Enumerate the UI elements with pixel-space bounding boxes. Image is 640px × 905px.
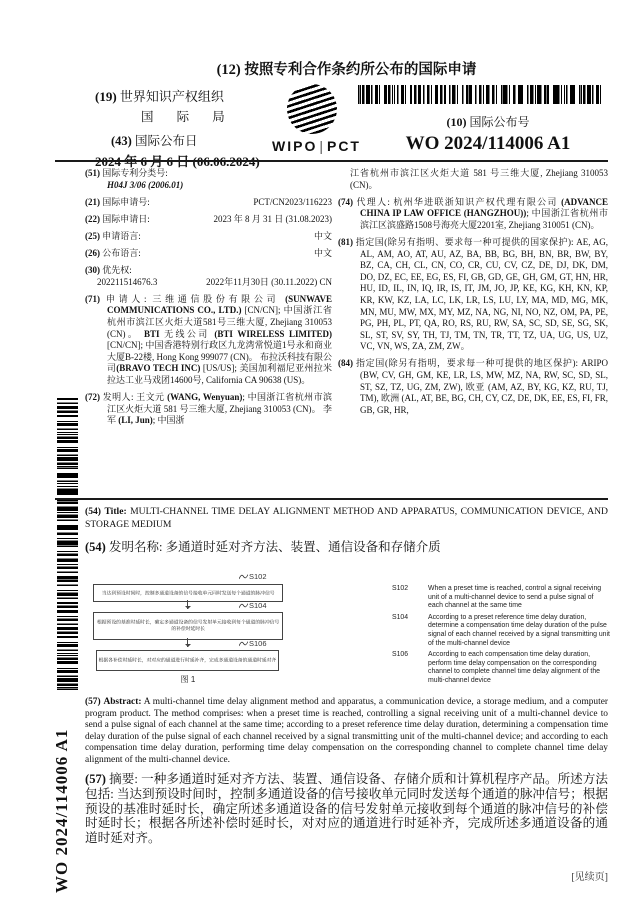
applicants-text: 三维通信股份有限公司 (SUNWAVE COMMUNICATIONS CO., LTD.) [CN/CN]; 中国浙江省杭州市滨江区火炬大道581号三维大厦, Zhejiang 310053 (CN)。 BTI 无线公司 (BTI WIRELESS LIMITED) [CN/CN]; 中国香港特别行政区九龙湾常悦道1号永和商业大厦B-22楼, Hong Kong 999077 (CN)。 布拉沃科技有限公司(BRAVO TECH INC) [US/US]; 美国加利福尼亚州拉米拉达工业马戏团14600号, California CA 90638 (US)。 <box>107 293 332 385</box>
title-english: (54) Title: MULTI-CHANNEL TIME DELAY ALIGNMENT METHOD AND APPARATUS, COMMUNICATION DEVICE, AND STORAGE MEDIUM <box>85 506 608 530</box>
title-chinese-text: 多通道时延对齐方法、装置、通信设备和存储介质 <box>165 540 441 554</box>
inid-30: (30) <box>85 265 100 276</box>
step-ref-s104: S104 <box>239 601 267 610</box>
inventors-continuation: 江省杭州市滨江区火炬大道 581 号三维大厦, Zhejiang 310053 (CN)。 <box>350 168 608 190</box>
filing-language: 中文 <box>313 230 332 241</box>
figure-1-flowchart <box>93 572 283 688</box>
step-s102: S102 When a preset time is reached, control a signal receiving unit of a multi-channel device to send a pulse signal of each channel at the same time <box>392 585 602 610</box>
publication-date-label: (43) 国际公布日 <box>111 134 198 148</box>
field-applicants: (71) 申请人: 三维通信股份有限公司 (SUNWAVE COMMUNICATIONS CO., LTD.) [CN/CN]; 中国浙江省杭州市滨江区火炬大道581号三维大厦, Zhejiang 310053 (CN)。 BTI 无线公司 (BTI WIRELESS LIMITED) [CN/CN]; 中国香港特别行政区九龙湾常悦道1号永和商业大厦B-22楼, Hong Kong 999077 (CN)。 布拉沃科技有限公司(BRAVO TECH INC) [US/US]; 美国加利福尼亚州拉米拉达工业马戏团14600号, California CA 90638 (US)。 <box>85 293 332 385</box>
field-application-number: (21) 国际申请号: PCT/CN2023/116223 <box>85 196 332 207</box>
continuation-note: [见续页] <box>571 872 608 883</box>
biblio-right-column <box>338 168 608 422</box>
international-bureau: 国 际 局 <box>141 110 235 124</box>
inid-26: (26) <box>85 247 100 258</box>
wipo-logo <box>272 84 361 154</box>
field-agent: (74) 代理人: 杭州华进联浙知识产权代理有限公司 (ADVANCE CHINA IP LAW OFFICE (HANGZHOU)); 中国浙江省杭州市滨江区滨盛路1508号海亮大厦2201室, Zhejiang 310051 (CN)。 <box>338 196 609 230</box>
designated-regions-list: ARIPO (BW, CV, GH, GM, KE, LR, LS, MW, MZ, NA, RW, SC, SD, SL, ST, SZ, TZ, UG, ZM, ZW), 欧亚 (AM, AZ, BY, KG, KZ, RU, TJ, TM), 欧洲 (AL, AT, BE, BG, CH, CY, CZ, DE, DK, EE, ES, FI, FR, GB, GR, HR, <box>360 358 609 415</box>
step-s104: S104 According to a preset reference time delay duration, determine a compensation time delay duration of the pulse signal of each channel received by a signal transmitting unit of the multi-channel device <box>392 613 610 647</box>
inid-57-zh: (57) <box>85 772 106 786</box>
inid-74: (74) <box>338 196 353 207</box>
inid-72: (72) <box>85 392 100 402</box>
abstract-chinese: (57) 摘要: 一种多通道时延对齐方法、装置、通信设备、存储介质和计算机程序产品。所述方法包括: 当达到预设时间时，控制多通道设备的信号接收单元同时发送每个通道的脉冲信号；根据预设的基准时延时长，确定所述多通道设备的信号发射单元接收到每个通道的脉冲信号的补偿时延时长；根据各所述补偿时延时长，对对应的通道进行时延补齐，完成所述多通道设备的通道时延对齐。 <box>85 772 609 846</box>
pct-heading-text: 按照专利合作条约所公布的国际申请 <box>244 62 477 78</box>
field-designated-states: (81) 指定国(除另有指明、要求每一种可提供的国家保护): AE, AG, AL, AM, AO, AT, AU, AZ, BA, BB, BG, BH, BN, BR, BW, BY, BZ, CA, CH, CL, CN, CO, CR, CU, CV, CZ, DE, DJ, DK, DM, DO, DZ, EC, EE, EG, ES, FI, GB, GD, GE, GH, GM, GT, HN, HR, HU, ID, IL, IN, IQ, IR, IS, IT, JM, JO, JP, KE, KG, KH, KN, KP, KR, KW, KZ, LA, LC, LK, LR, LS, LU, LY, MA, MD, MG, MK, MN, MU, MW, MX, MY, MZ, NA, NG, NI, NO, NZ, OM, PA, PE, PG, PH, PL, PT, QA, RO, RS, RU, RW, SA, SC, SD, SE, SG, SK, SL, ST, SV, SY, TH, TJ, TM, TN, TR, TT, TZ, UA, UG, US, UZ, VC, VN, WS, ZA, ZM, ZW。 <box>338 236 609 352</box>
field-inventors: (72) 发明人: 王文元 (WANG, Wenyuan); 中国浙江省杭州市滨江区火炬大道 581 号三维大厦, Zhejiang 310053 (CN)。 李军 (LI, Jun); 中国浙 <box>85 392 332 426</box>
logo-separator: | <box>319 138 325 154</box>
inid-71: (71) <box>85 293 100 304</box>
inventors-text: 王文元 (WANG, Wenyuan); 中国浙江省杭州市滨江区火炬大道 581 号三维大厦, Zhejiang 310053 (CN)。 李军 (LI, Jun); 中国浙 <box>107 392 332 426</box>
field-publication-language: (26) 公布语言: 中文 <box>85 247 332 258</box>
wipo-globe-icon <box>280 77 343 140</box>
sidebar-publication-number: WO 2024/114006 A1 <box>52 728 71 893</box>
flowchart-box-2: 根据预设的基准时延时长，确定多通道设备的信号发射单元接收到每个通道的脉冲信号的补偿时延时长 <box>93 612 283 640</box>
inid-57-en: (57) <box>85 697 101 707</box>
designated-states-list: AE, AG, AL, AM, AO, AT, AU, AZ, BA, BB, BG, BH, BN, BR, BW, BY, BZ, CA, CH, CL, CN, CO, CR, CU, CV, CZ, DE, DJ, DK, DM, DO, DZ, EC, EE, EG, ES, FI, GB, GD, GE, GH, GM, GT, HN, HR, HU, ID, IL, IN, IQ, IR, IS, IT, JM, JO, JP, KE, KG, KH, KN, KP, KR, KW, KZ, LA, LC, LK, LR, LS, LU, LY, MA, MD, MG, MK, MN, MU, MW, MX, MY, MZ, NA, NG, NI, NO, NZ, OM, PA, PE, PG, PH, PL, PT, QA, RO, RS, RU, RW, SA, SC, SD, SE, SG, SK, SL, ST, SV, SY, TH, TJ, TM, TN, TR, TT, TZ, UA, UG, US, UZ, VC, VN, WS, ZA, ZM, ZW。 <box>360 236 609 352</box>
abstract-chinese-text: 一种多通道时延对齐方法、装置、通信设备、存储介质和计算机程序产品。所述方法包括: 当达到预设时间时，控制多通道设备的信号接收单元同时发送每个通道的脉冲信号；根据预设的基准时延时长，确定所述多通道设备的信号发射单元接收到每个通道的脉冲信号的补偿时延时长；根据各所述补偿时延时长，对对应的通道进行时延补齐，完成所述多通道设备的通道时延对齐。 <box>85 772 609 846</box>
field-filing-date: (22) 国际申请日: 2023 年 8 月 31 日 (31.08.2023) <box>85 213 332 224</box>
figure-caption: 图 1 <box>180 675 196 684</box>
priority-date: 2022年11月30日 (30.11.2022) CN <box>206 276 332 287</box>
priority-number: 202211514676.3 <box>97 276 158 287</box>
biblio-left-column <box>85 168 332 432</box>
inid-43: (43) <box>111 134 132 148</box>
ipc-code: H04J 3/06 (2006.01) <box>107 179 184 190</box>
step-ref-s102: S102 <box>239 572 267 581</box>
application-number: PCT/CN2023/116223 <box>253 196 332 207</box>
inid-51: (51) <box>85 168 100 178</box>
publication-barcode <box>358 85 604 104</box>
publication-number-label: (10) 国际公布号 <box>446 115 530 129</box>
abstract-english: (57) Abstract: A multi-channel time delay alignment method and apparatus, a communication device, a storage medium, and a computer program product. The method comprises: when a preset time is reached, controlling a signal receiving unit of a multi-channel device to send a pulse signal of each channel at the same time; according to a preset reference time delay duration, determining a compensation time delay duration of the pulse signal of each channel received by a signal transmitting unit of the multi-channel device; and according to each compensation time delay duration, performing time delay compensation on the corresponding channel to complete channel time delay alignment of the multi-channel device. <box>85 697 609 765</box>
field-ipc: (51) 国际专利分类号: H04J 3/06 (2006.01) <box>85 168 184 190</box>
inid-21: (21) <box>85 196 100 207</box>
inid-12: (12) <box>216 62 241 78</box>
flowchart-arrow-1 <box>187 600 188 609</box>
flowchart-box-3: 根据各补偿时延时长，对对应的通道进行时延补齐，完成多通道设备的通道时延对齐 <box>96 650 279 671</box>
publication-number: WO 2024/114006 A1 <box>405 133 571 154</box>
publication-language: 中文 <box>313 247 332 258</box>
sidebar-barcode <box>57 398 78 690</box>
title-divider <box>55 498 608 500</box>
field-priority: (30) 优先权: 202211514676.3 2022年11月30日 (30.11.2022) CN <box>85 265 332 287</box>
inid-54-zh: (54) <box>85 540 106 554</box>
inid-54-en: (54) <box>85 506 101 517</box>
title-english-text: MULTI-CHANNEL TIME DELAY ALIGNMENT METHOD AND APPARATUS, COMMUNICATION DEVICE, AND STORAGE MEDIUM <box>85 506 608 530</box>
issuing-office-block <box>95 86 280 170</box>
field-filing-language: (25) 申请语言: 中文 <box>85 230 332 241</box>
flowchart-arrow-2 <box>187 638 188 647</box>
inid-10: (10) <box>446 115 467 129</box>
abstract-english-text: A multi-channel time delay alignment method and apparatus, a communication device, a storage medium, and a computer program product. The method comprises: when a preset time is reached, controlling a signal receiving unit of a multi-channel device to send a pulse signal of each channel at the same time; according to a preset reference time delay duration, determining a compensation time delay duration of the pulse signal of each channel received by a signal transmitting unit of the multi-channel device; and according to each compensation time delay duration, performing time delay compensation on the corresponding channel to complete channel time delay alignment of the multi-channel device. <box>85 697 609 765</box>
agent-text: 杭州华进联浙知识产权代理有限公司 (ADVANCE CHINA IP LAW OFFICE (HANGZHOU)); 中国浙江省杭州市滨江区滨盛路1508号海亮大厦2201室, Zhejiang 310051 (CN)。 <box>360 196 609 230</box>
figure-step-descriptions <box>392 585 610 689</box>
inid-19: (19) <box>95 89 117 104</box>
leader-line-icon <box>239 640 248 647</box>
wipo-org-name: (19) 世界知识产权组织 <box>95 89 224 104</box>
wipo-pct-wordmark: WIPO | PCT <box>272 138 361 154</box>
field-designated-regions: (84) 指定国(除另有指明，要求每一种可提供的地区保护): ARIPO (BW, CV, GH, GM, KE, LR, LS, MW, MZ, NA, RW, SC, SD, SL, ST, SZ, TZ, UG, ZM, ZW), 欧亚 (AM, AZ, BY, KG, KZ, RU, TJ, TM), 欧洲 (AL, AT, BE, BG, CH, CY, CZ, DE, DK, EE, ES, FI, FR, GB, GR, HR, <box>338 358 609 415</box>
inid-25: (25) <box>85 230 100 241</box>
header-divider <box>55 160 608 162</box>
inid-84: (84) <box>338 358 353 369</box>
publication-number-block <box>368 113 608 155</box>
leader-line-icon <box>239 573 248 580</box>
step-ref-s106: S106 <box>239 639 267 648</box>
leader-line-icon <box>239 602 248 609</box>
flowchart-box-1: 当达到预设时间时，控制多通道设备的信号接收单元同时发送每个通道的脉冲信号 <box>93 584 283 602</box>
pct-heading <box>85 58 608 79</box>
inid-22: (22) <box>85 213 100 224</box>
inid-81: (81) <box>338 236 353 247</box>
step-s106: S106 According to each compensation time delay duration, perform time delay compensation on the corresponding channel to complete channel time delay alignment of the multi-channel device <box>392 651 600 684</box>
filing-date: 2023 年 8 月 31 日 (31.08.2023) <box>213 213 332 224</box>
title-chinese: (54) 发明名称: 多通道时延对齐方法、装置、通信设备和存储介质 <box>85 540 441 554</box>
